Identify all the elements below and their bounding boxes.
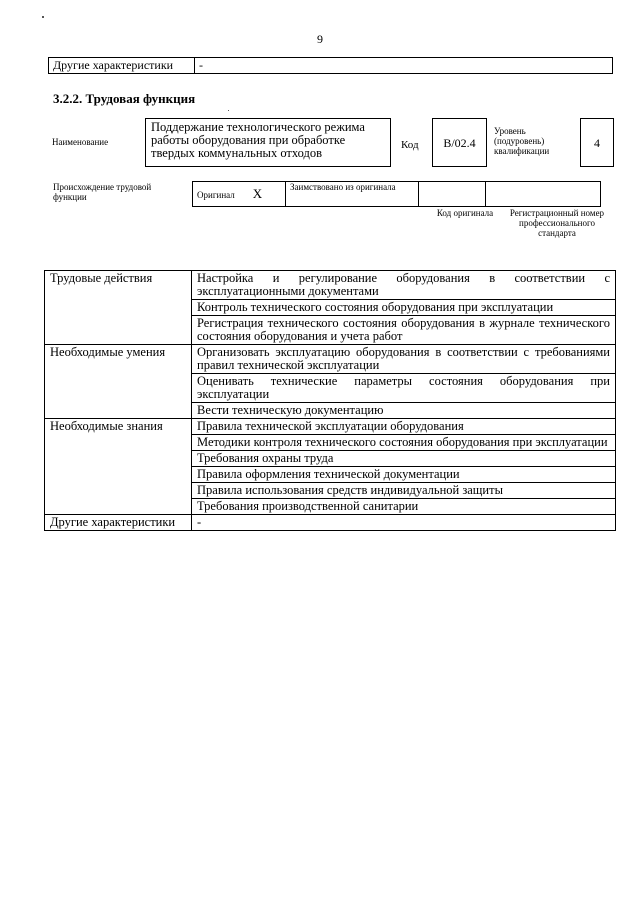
table-cell: Методики контроля технического состояния оборудования при эксплуатации [192, 435, 616, 451]
other-value: - [192, 515, 616, 531]
reg-number-cell [486, 182, 601, 207]
table-cell: Требования производственной санитарии [192, 499, 616, 515]
table-cell: Правила оформления технической документации [192, 467, 616, 483]
origin-label: Происхождение трудовой функции [53, 182, 152, 202]
table-cell: Настройка и регулирование оборудования в соответствии с эксплуатационными документами [192, 271, 616, 300]
top-other-label: Другие характеристики [49, 58, 195, 74]
level-value: 4 [580, 118, 614, 167]
original-cell [193, 182, 286, 207]
table-cell: Оценивать технические параметры состояния оборудования при эксплуатации [192, 374, 616, 403]
code-original-cell [419, 182, 486, 207]
scan-speck [42, 16, 44, 18]
table-cell: Контроль технического состояния оборудования при эксплуатации [192, 300, 616, 316]
code-label: Код [401, 139, 419, 151]
group-label: Необходимые умения [45, 345, 192, 419]
top-other-table [48, 57, 613, 74]
original-mark: X [252, 185, 263, 201]
code-value: B/02.4 [432, 118, 487, 167]
table-cell: Правила использования средств индивидуальной защиты [192, 483, 616, 499]
origin-table [192, 181, 601, 207]
table-cell: Организовать эксплуатацию оборудования в соответствии с требованиями правил технической эксплуатации [192, 345, 616, 374]
group-label: Необходимые знания [45, 419, 192, 515]
table-cell: Вести техническую документацию [192, 403, 616, 419]
page-number: 9 [317, 32, 323, 46]
table-cell: Регистрация технического состояния оборудования в журнале технического состояния оборудования и учета работ [192, 316, 616, 345]
other-label: Другие характеристики [45, 515, 192, 531]
scan-speck [228, 110, 229, 111]
level-label: Уровень (подуровень) квалификации [494, 126, 550, 156]
main-table [44, 270, 616, 531]
reg-number-caption: Регистрационный номер профессионального стандарта [509, 208, 605, 238]
table-cell: Правила технической эксплуатации оборудования [192, 419, 616, 435]
table-cell: Требования охраны труда [192, 451, 616, 467]
group-label: Трудовые действия [45, 271, 192, 345]
code-original-caption: Код оригинала [436, 208, 494, 218]
top-other-value: - [195, 58, 613, 74]
section-heading: 3.2.2. Трудовая функция [53, 91, 196, 106]
original-label: Оригинал [197, 189, 235, 200]
name-value: Поддержание технологического режима работы оборудования при обработке твердых коммунальных отходов [145, 118, 391, 167]
name-label: Наименование [52, 137, 109, 147]
borrowed-label: Заимствовано из оригинала [286, 182, 419, 207]
